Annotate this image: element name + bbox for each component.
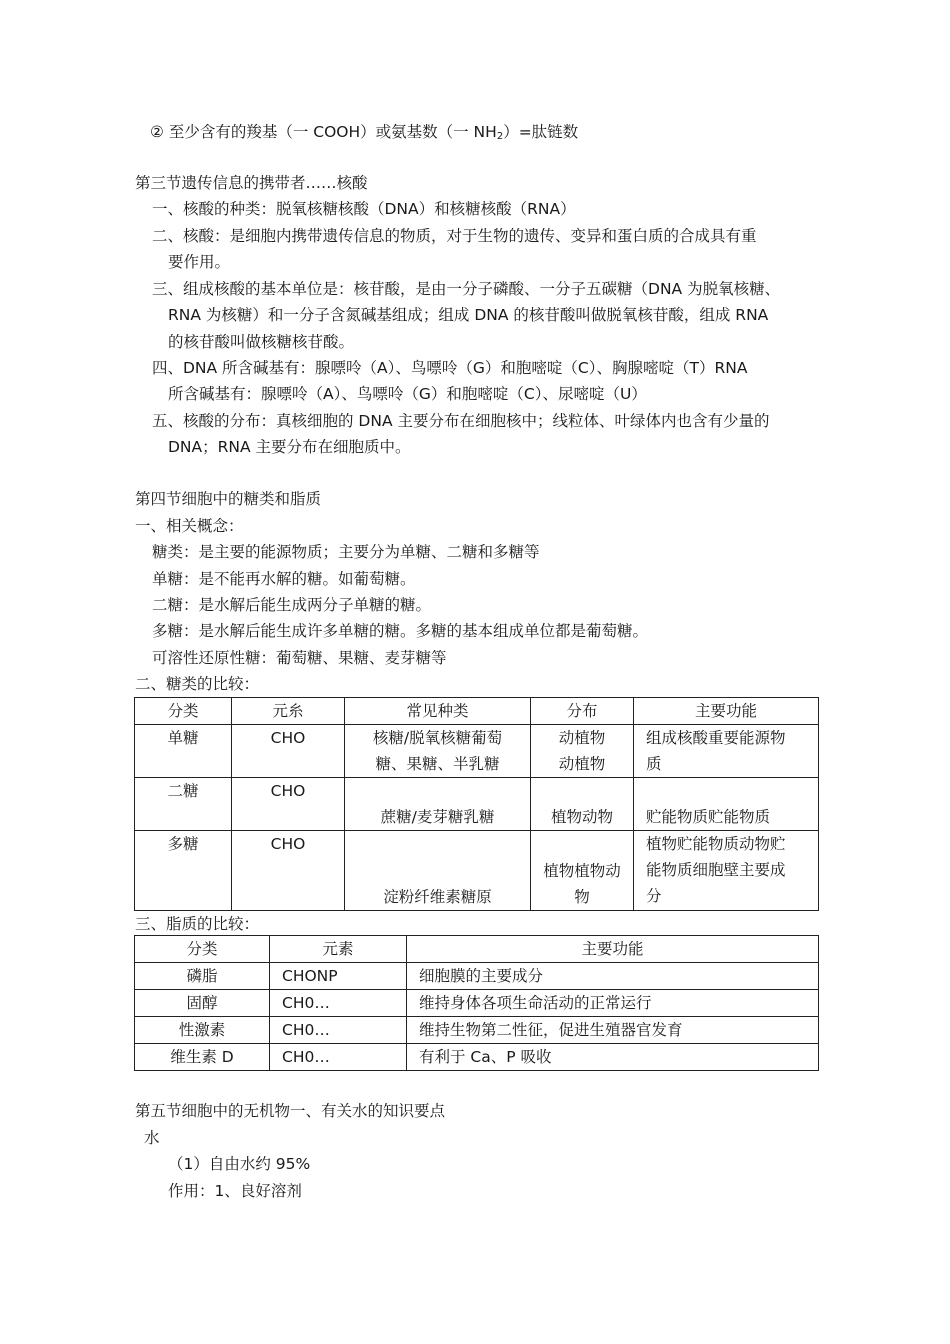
table-row [135,1044,819,1071]
text-line: 所含碱基有：腺嘌呤（A）、鸟嘌呤（G）和胞嘧啶（C）、尿嘧啶（U） [168,385,647,403]
table-header: 元糸 [232,698,345,725]
table-cell: CH0… [270,1017,407,1044]
text-line: 糖类：是主要的能源物质；主要分为单糖、二糖和多糖等 [152,543,540,561]
text-line: ② 至少含有的羧基（一 COOH）或氨基数（一 $NH_2)=$肽链数 [150,123,579,142]
table-cell: CHO [232,831,345,911]
table-cell: CHO [232,778,345,831]
table-cell: 植物动物 [531,778,634,831]
table-header-row [135,936,819,963]
table-header: 分类 [135,936,270,963]
text-line: 可溶性还原性糖：葡萄糖、果糖、麦芽糖等 [152,649,447,667]
table-header: 元素 [270,936,407,963]
table-row [135,831,819,911]
text-line: （1）自由水约 95% [168,1155,311,1173]
table-header: 主要功能 [634,698,819,725]
section-heading: 第四节细胞中的糖类和脂质 [135,490,322,508]
text-line: 的核苷酸叫做核糖核苷酸。 [168,333,355,351]
text-line: DNA；RNA 主要分布在细胞质中。 [168,438,411,456]
text-line: 一、核酸的种类：脱氧核糖核酸（DNA）和核糖核酸（RNA） [152,200,576,218]
table-cell: CH0… [270,1044,407,1071]
table-cell: 组成核酸重要能源物 质 [634,725,819,778]
table-cell: 有利于 Ca、P 吸收 [407,1044,819,1071]
table-cell: 维生素 D [135,1044,270,1071]
table-row [135,725,819,778]
table-cell: 维持生物第二性征，促进生殖器官发育 [407,1017,819,1044]
table-cell: 维持身体各项生命活动的正常运行 [407,990,819,1017]
table-cell: 淀粉纤维素糖原 [345,831,531,911]
table-cell: 核糖/脱氧核糖葡萄 糖、果糖、半乳糖 [345,725,531,778]
table-header: 分布 [531,698,634,725]
table-cell: 单糖 [135,725,232,778]
table-cell: CH0… [270,990,407,1017]
section-heading: 第五节细胞中的无机物一、有关水的知识要点 [135,1102,446,1120]
section-heading: 第三节遗传信息的携带者……核酸 [135,174,368,192]
sugar-comparison-table [134,697,819,911]
lipid-comparison-table [134,935,819,1071]
table-cell: 蔗糖/麦芽糖乳糖 [345,778,531,831]
table-cell: 性激素 [135,1017,270,1044]
table-cell: 贮能物质贮能物质 [634,778,819,831]
table-cell: 磷脂 [135,963,270,990]
text-line: 四、DNA 所含碱基有：腺嘌呤（A）、鸟嘌呤（G）和胞嘧啶（C）、胸腺嘧啶（T）RNA [152,359,748,377]
text-line: 单糖：是不能再水解的糖。如葡萄糖。 [152,570,416,588]
text-line: 三、脂质的比较： [135,915,260,933]
table-cell: CHO [232,725,345,778]
text-line: 二、糖类的比较： [135,675,260,693]
table-header: 分类 [135,698,232,725]
table-header: 主要功能 [407,936,819,963]
text-line: 二糖：是水解后能生成两分子单糖的糖。 [152,596,432,614]
table-cell: 植物贮能物质动物贮 能物质细胞壁主要成 分 [634,831,819,911]
text-line: 水 [144,1129,160,1147]
text-line: 作用：1、良好溶剂 [168,1182,302,1200]
text-line: 五、核酸的分布：真核细胞的 DNA 主要分布在细胞核中；线粒体、叶绿体内也含有少量的 [152,412,770,430]
table-header-row [135,698,819,725]
table-cell: 细胞膜的主要成分 [407,963,819,990]
text-line: RNA 为核糖）和一分子含氮碱基组成；组成 DNA 的核苷酸叫做脱氧核苷酸，组成 RNA [168,306,769,324]
table-row [135,990,819,1017]
table-cell: 植物植物动 物 [531,831,634,911]
text-line: 二、核酸：是细胞内携带遗传信息的物质，对于生物的遗传、变异和蛋白质的合成具有重 [152,227,757,245]
text-line: 一、相关概念： [135,517,244,535]
table-row [135,778,819,831]
text-line: 多糖：是水解后能生成许多单糖的糖。多糖的基本组成单位都是葡萄糖。 [152,622,649,640]
table-header: 常见种类 [345,698,531,725]
text-line: 要作用。 [168,253,231,271]
table-row [135,1017,819,1044]
table-cell: 固醇 [135,990,270,1017]
table-cell: 多糖 [135,831,232,911]
table-cell: 二糖 [135,778,232,831]
text-line: 三、组成核酸的基本单位是：核苷酸，是由一分子磷酸、一分子五碳糖（DNA 为脱氧核糖、 [152,280,781,298]
table-cell: CHONP [270,963,407,990]
table-cell: 动植物 动植物 [531,725,634,778]
table-row [135,963,819,990]
